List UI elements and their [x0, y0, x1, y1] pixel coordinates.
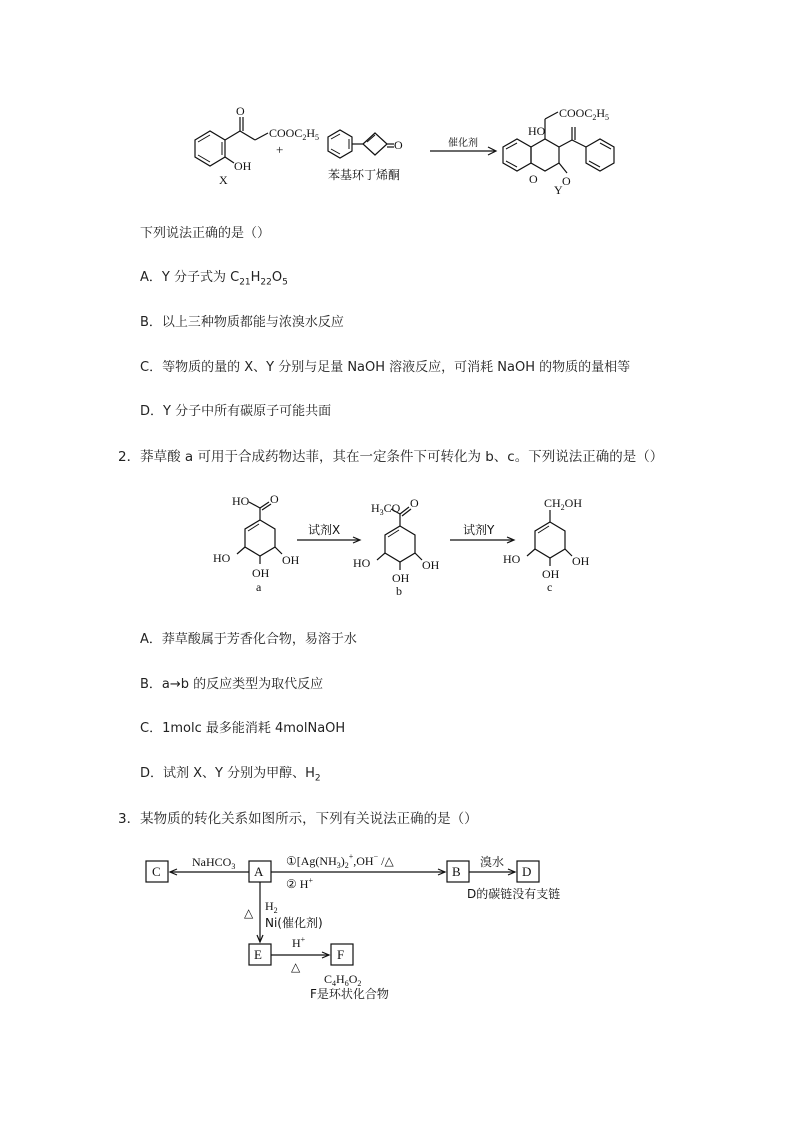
acid-step: ② H+ — [286, 876, 313, 891]
y-ho: HO — [528, 124, 546, 138]
q2-reaction-scheme — [205, 490, 605, 602]
h: H — [250, 270, 261, 285]
reagent-name: 苯基环丁烯酮 — [328, 168, 401, 182]
box-c — [146, 861, 168, 882]
reagent-x-label: 试剂X — [308, 523, 341, 537]
b-oh-bottom: OH — [392, 571, 410, 585]
q2-option-b[interactable]: B．a→b 的反应类型为取代反应 — [140, 677, 324, 692]
q2-arrow-1 — [297, 523, 360, 543]
arrow-b-to-d — [467, 854, 560, 901]
arrow-a-to-e — [244, 882, 323, 942]
a-ho-top: HO — [232, 494, 250, 508]
box-a-label: A — [254, 864, 264, 879]
plus-sign: + — [276, 142, 284, 157]
box-f-label: F — [337, 947, 345, 962]
acid-label: H+ — [292, 935, 306, 950]
b-ester: $H_3CO$ — [371, 501, 401, 517]
box-d — [517, 861, 539, 882]
box-c-label: C — [152, 864, 161, 879]
a-ho-left: HO — [213, 551, 231, 565]
q2-option-d-text: D．试剂 X、Y 分别为甲醇、H — [140, 766, 315, 781]
a-oh-right: OH — [282, 553, 300, 567]
box-b-label: B — [452, 864, 461, 879]
catalyst-label: 催化剂 — [448, 138, 478, 149]
o: O — [271, 270, 283, 285]
q1-option-a-text: A．Y 分子式为 C — [140, 270, 240, 285]
arrow-a-to-b — [271, 852, 445, 891]
compound-b-structure — [353, 496, 440, 598]
d-note: D的碳链没有支链 — [467, 887, 561, 901]
q2-arrow-2 — [450, 523, 514, 543]
sub: 22 — [260, 277, 272, 288]
compound-c-structure — [503, 496, 590, 594]
q1-option-a[interactable] — [140, 266, 288, 288]
q2-stem: 2．莽草酸 a 可用于合成药物达菲，其在一定条件下可转化为 b、c。下列说法正确的是（） — [118, 449, 664, 465]
a-o: O — [270, 492, 279, 506]
sub: 21 — [239, 277, 251, 288]
x-ester-formula: $COOC_2H_5$ — [269, 126, 320, 142]
compound-a-structure — [213, 492, 300, 594]
x-label: X — [219, 173, 228, 187]
box-b — [447, 861, 469, 882]
tollens-step: $①[Ag(NH_3)_2^+,OH^-$ /△ — [286, 852, 394, 870]
q1-reaction-scheme — [170, 95, 650, 195]
box-e — [249, 944, 271, 965]
h2-label: $H_2$ — [265, 899, 278, 915]
q3-conversion-diagram — [140, 845, 580, 1005]
heat-symbol-1: △ — [244, 906, 254, 920]
f-formula: $C_4H_6O_2$ — [324, 972, 362, 988]
a-label: a — [256, 580, 262, 594]
phenylcyclobutenone-structure — [328, 130, 403, 182]
q2-option-c[interactable]: C．1molc 最多能消耗 4molNaOH — [140, 721, 346, 736]
arrow-e-to-f — [271, 935, 329, 974]
b-o: O — [410, 496, 419, 510]
b-oh-right: OH — [422, 558, 440, 572]
q1-option-d[interactable]: D．Y 分子中所有碳原子可能共面 — [140, 404, 332, 419]
b-ho-left: HO — [353, 556, 371, 570]
q2-option-a[interactable]: A．莽草酸属于芳香化合物，易溶于水 — [140, 632, 357, 647]
x-oh: OH — [234, 159, 252, 173]
y-ester-formula: $COOC_2H_5$ — [559, 106, 610, 122]
box-a — [249, 861, 271, 882]
c-label: c — [547, 580, 553, 594]
q1-option-c[interactable]: C．等物质的量的 X、Y 分别与足量 NaOH 溶液反应，可消耗 NaOH 的物质的量相等 — [140, 360, 631, 375]
f-note: F是环状化合物 — [310, 987, 389, 1001]
sub: 5 — [282, 277, 288, 288]
x-ketone-o: O — [236, 104, 245, 118]
y-label: Y — [554, 183, 563, 195]
box-e-label: E — [254, 947, 262, 962]
q3-stem: 3．某物质的转化关系如图所示，下列有关说法正确的是（） — [118, 811, 478, 827]
sub: 2 — [314, 773, 321, 784]
q1-arrow — [430, 136, 496, 155]
q2-option-d[interactable] — [140, 762, 321, 784]
compound-y-structure — [503, 106, 614, 195]
nahco3-label: NaHCO$_3$ — [192, 855, 236, 871]
q1-option-b[interactable]: B．以上三种物质都能与浓溴水反应 — [140, 315, 344, 330]
y-ring-o: O — [529, 172, 538, 186]
heat-symbol-2: △ — [291, 960, 301, 974]
arrow-a-to-c — [170, 855, 249, 875]
c-oh-bottom: OH — [542, 567, 560, 581]
reagent-o: O — [394, 138, 403, 152]
ni-catalyst-label: Ni(催化剂) — [265, 916, 323, 930]
compound-x-structure — [195, 104, 319, 187]
y-carbonyl-o: O — [562, 174, 571, 188]
c-ch2oh: $CH_2OH$ — [544, 496, 583, 512]
reagent-y-label: 试剂Y — [463, 523, 495, 537]
box-f — [331, 944, 353, 965]
a-oh-bottom: OH — [252, 566, 270, 580]
q1-stem: 下列说法正确的是（） — [140, 226, 271, 241]
b-label: b — [396, 584, 402, 598]
box-d-label: D — [522, 864, 532, 879]
c-oh-right: OH — [572, 554, 590, 568]
bromine-water-label: 溴水 — [480, 855, 505, 869]
c-ho-left: HO — [503, 552, 521, 566]
